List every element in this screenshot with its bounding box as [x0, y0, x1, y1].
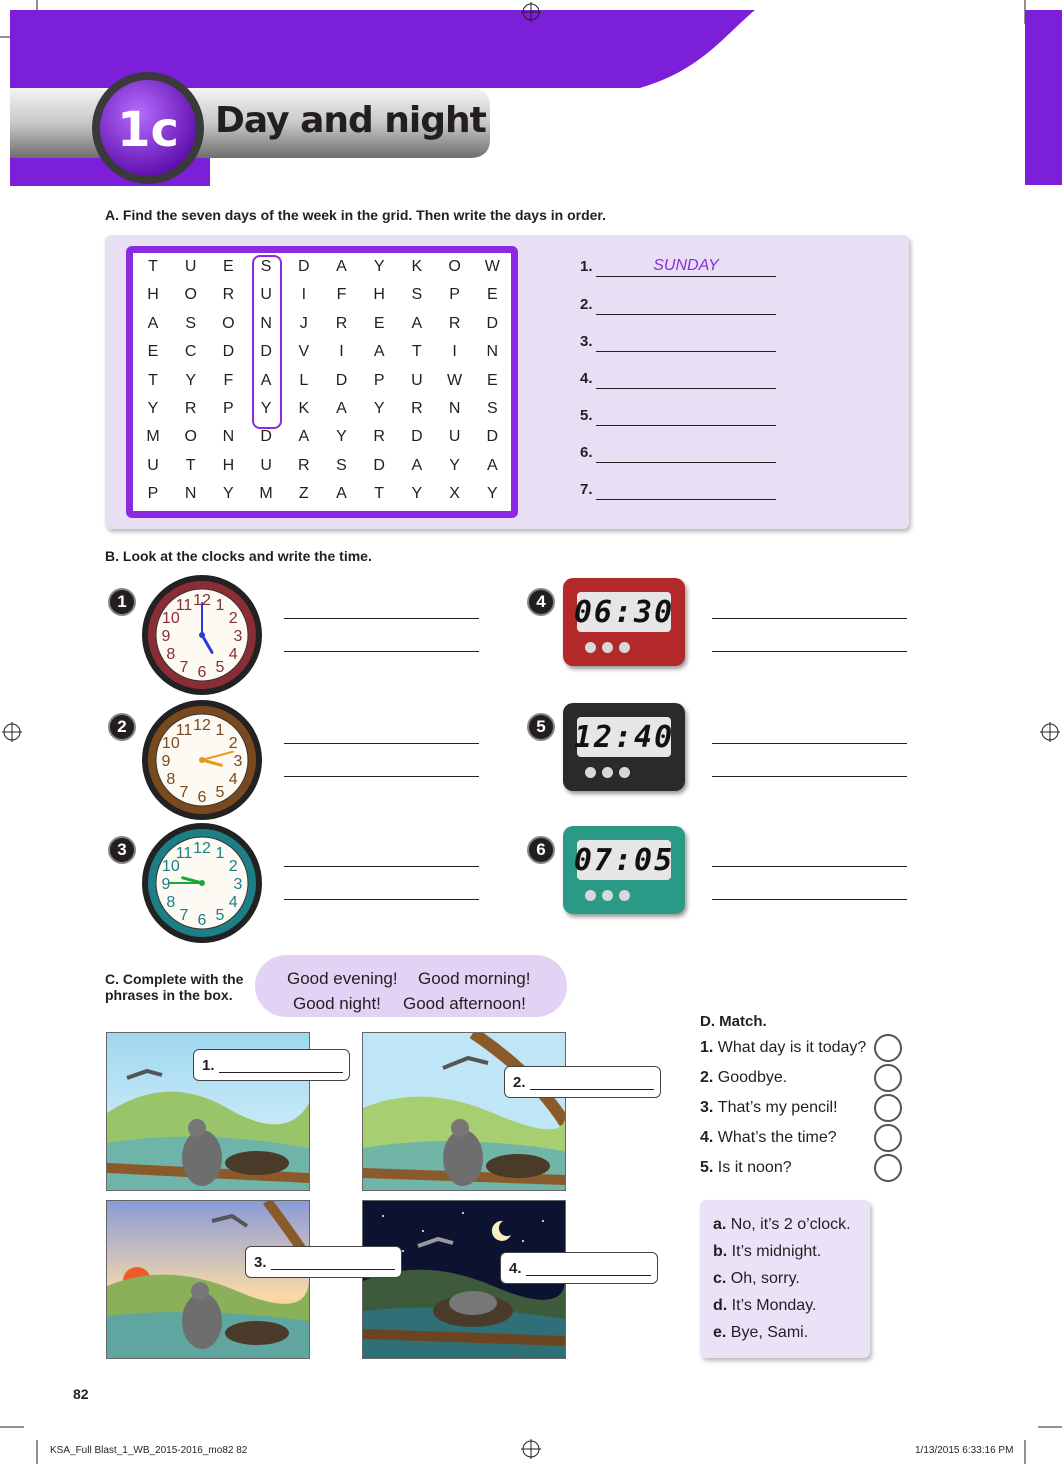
grid-letter: U: [260, 286, 272, 304]
phrase-good-afternoon: Good afternoon!: [403, 994, 526, 1013]
speech-bubble-1[interactable]: [193, 1049, 350, 1081]
grid-letter: V: [298, 343, 310, 361]
answer-line[interactable]: [596, 314, 776, 315]
grid-letter: R: [448, 314, 461, 332]
clock-numeral: 6: [197, 789, 207, 806]
grid-letter: M: [146, 428, 160, 446]
grid-letter: U: [411, 371, 423, 389]
picture-afternoon: [362, 1032, 566, 1191]
option-text: It’s Monday.: [731, 1297, 817, 1314]
grid-letter: I: [301, 286, 307, 304]
option-letter: e.: [713, 1324, 731, 1341]
grid-letter: P: [223, 400, 234, 417]
clock-numeral: 8: [166, 771, 176, 788]
grid-letter: H: [147, 286, 159, 304]
grid-letter: Y: [223, 485, 234, 503]
grid-letter: N: [448, 400, 461, 417]
question-number: 4.: [700, 1129, 718, 1146]
match-option: [713, 1270, 800, 1288]
grid-letter: K: [298, 400, 310, 417]
grid-letter: D: [411, 428, 423, 446]
analog-clock: [140, 698, 264, 822]
grid-letter: W: [484, 258, 500, 275]
answer-line[interactable]: [596, 462, 776, 463]
clock-numeral: 9: [161, 628, 171, 645]
grid-letter: D: [222, 343, 235, 361]
phrase-good-night: Good night!: [293, 994, 381, 1013]
grid-letter: E: [147, 343, 159, 361]
option-text: It’s midnight.: [731, 1243, 822, 1260]
clock-numeral: 4: [228, 771, 238, 788]
digital-clock-display: 06:30: [573, 594, 675, 630]
answer-circle[interactable]: [874, 1154, 902, 1182]
clock-number-badge: 5: [527, 713, 555, 741]
answer-line[interactable]: [596, 499, 776, 500]
clock-number-badge: 3: [108, 836, 136, 864]
grid-letter: N: [222, 428, 235, 446]
time-answer-line[interactable]: [284, 866, 479, 867]
grid-letter: A: [486, 456, 498, 474]
phrase-good-evening: Good evening!: [287, 969, 398, 988]
phrase-good-morning: Good morning!: [418, 969, 531, 988]
clock-numeral: 3: [233, 876, 243, 893]
clock-numeral: 7: [179, 659, 189, 677]
grid-letter: R: [373, 428, 385, 446]
clock-numeral: 8: [166, 646, 176, 663]
grid-letter: S: [336, 456, 347, 474]
clock-number-badge: 1: [108, 588, 136, 616]
grid-letter: I: [452, 343, 457, 361]
clock-numeral: 10: [161, 735, 180, 752]
time-answer-line[interactable]: [712, 866, 907, 867]
speech-bubble-3[interactable]: [245, 1246, 402, 1278]
match-question: [700, 1069, 787, 1087]
clock-button: [602, 642, 613, 653]
grid-letter: E: [486, 286, 498, 304]
answer-number: 4.: [580, 370, 593, 387]
time-answer-line[interactable]: [712, 618, 907, 619]
question-text: Is it noon?: [717, 1159, 792, 1176]
bubble-number: 3.: [254, 1253, 267, 1271]
grid-letter: U: [448, 428, 461, 446]
grid-letter: T: [148, 258, 158, 275]
clock-button: [602, 767, 613, 778]
digital-clock-screen: [573, 840, 675, 880]
question-number: 1.: [700, 1039, 718, 1056]
clock-numeral: 12: [193, 592, 211, 609]
match-option: [713, 1216, 851, 1234]
section-c-instruction-2: phrases in the box.: [105, 987, 233, 1003]
clock-numeral: 8: [166, 894, 176, 911]
clock-numeral: 10: [161, 610, 180, 627]
grid-letter: A: [147, 314, 159, 332]
grid-letter: N: [184, 485, 197, 503]
grid-letter: D: [486, 314, 499, 332]
grid-letter: Y: [411, 485, 423, 503]
clock-numeral: 1: [215, 596, 225, 614]
grid-letter: N: [260, 314, 272, 332]
clock-numeral: 12: [193, 717, 211, 734]
clock-numeral: 5: [215, 659, 225, 677]
grid-letter: A: [336, 400, 347, 417]
option-letter: c.: [713, 1270, 731, 1287]
grid-letter: C: [184, 343, 197, 361]
clock-numeral: 10: [161, 858, 180, 875]
option-letter: b.: [713, 1243, 732, 1260]
grid-letter: T: [374, 485, 385, 503]
answer-number: 2.: [580, 296, 593, 313]
clock-numeral: 5: [215, 784, 225, 802]
grid-letter: S: [185, 314, 197, 332]
grid-letter: H: [373, 286, 385, 304]
section-d-title: D. Match.: [700, 1013, 767, 1030]
grid-letter: I: [339, 343, 344, 361]
time-answer-line[interactable]: [284, 618, 479, 619]
grid-letter: O: [184, 428, 197, 446]
digital-clock: [563, 578, 685, 666]
grid-letter: T: [148, 371, 158, 389]
grid-letter: X: [449, 485, 460, 503]
grid-letter: F: [223, 371, 234, 389]
question-number: 2.: [700, 1069, 718, 1086]
clock-number-badge: 2: [108, 713, 136, 741]
picture-evening: [106, 1200, 310, 1359]
clock-numeral: 2: [228, 610, 238, 627]
digital-clock-screen: [573, 717, 675, 757]
question-text: What’s the time?: [717, 1129, 837, 1146]
answer-line[interactable]: [596, 276, 776, 277]
option-text: Bye, Sami.: [730, 1324, 809, 1341]
grid-letter: R: [298, 456, 310, 474]
clock-number-badge: 6: [527, 836, 555, 864]
grid-letter: D: [335, 371, 348, 389]
grid-letter: L: [299, 371, 309, 389]
grid-letter: S: [486, 400, 498, 417]
bubble-number: 2.: [513, 1073, 526, 1091]
grid-letter: A: [411, 314, 423, 332]
clock-button: [585, 642, 596, 653]
option-letter: a.: [713, 1216, 731, 1233]
grid-letter: Y: [373, 400, 385, 417]
clock-numeral: 2: [228, 735, 238, 752]
answer-number: 7.: [580, 481, 593, 498]
speech-bubble-4[interactable]: [500, 1252, 658, 1284]
option-letter: d.: [713, 1297, 732, 1314]
clock-number-badge: 4: [527, 588, 555, 616]
grid-letter: Z: [298, 485, 309, 503]
clock-numeral: 11: [175, 596, 193, 614]
grid-letter: R: [184, 400, 197, 417]
grid-letter: Y: [185, 371, 197, 389]
footer-timestamp: 1/13/2015 6:33:16 PM: [915, 1445, 1014, 1456]
grid-letter: N: [486, 343, 499, 361]
unit-title: Day and night: [215, 100, 486, 141]
match-option: [713, 1243, 821, 1261]
clock-numeral: 1: [215, 721, 225, 739]
answer-line[interactable]: [596, 425, 776, 426]
time-answer-line[interactable]: [284, 899, 479, 900]
clock-button: [619, 642, 630, 653]
clock-numeral: 11: [175, 844, 193, 862]
answer-circle[interactable]: [874, 1064, 902, 1092]
grid-letter: T: [185, 456, 196, 474]
clock-numeral: 5: [215, 907, 225, 925]
bubble-number: 1.: [202, 1056, 215, 1074]
bubble-blank[interactable]: [526, 1261, 651, 1276]
answer-line[interactable]: [596, 388, 776, 389]
grid-letter: D: [373, 456, 385, 474]
grid-letter: Y: [449, 456, 460, 474]
answer-number: 3.: [580, 333, 593, 350]
question-number: 3.: [700, 1099, 718, 1116]
time-answer-line[interactable]: [284, 776, 479, 777]
grid-letter: A: [373, 343, 385, 361]
clock-button: [619, 767, 630, 778]
answer-circle[interactable]: [874, 1034, 902, 1062]
question-number: 5.: [700, 1159, 718, 1176]
clock-numeral: 11: [175, 721, 193, 739]
grid-letter: K: [411, 258, 423, 275]
bubble-blank[interactable]: [530, 1075, 654, 1090]
clock-numeral: 6: [197, 664, 207, 681]
digital-clock-display: 12:40: [573, 719, 675, 755]
grid-letter: Y: [260, 400, 272, 417]
grid-letter: A: [411, 456, 423, 474]
clock-button: [619, 890, 630, 901]
section-a-instruction: A. Find the seven days of the week in the grid. Then write the days in order.: [105, 207, 606, 223]
match-option: [713, 1324, 808, 1342]
grid-letter: M: [259, 485, 273, 503]
digital-clock-display: 07:05: [573, 842, 675, 878]
grid-letter: U: [260, 456, 272, 474]
analog-clock: [140, 821, 264, 945]
grid-letter: A: [260, 371, 272, 389]
digital-clock-screen: [573, 592, 675, 632]
clock-button: [585, 890, 596, 901]
clock-numeral: 7: [179, 784, 189, 802]
section-b-instruction: B. Look at the clocks and write the time.: [105, 548, 372, 564]
option-text: Oh, sorry.: [730, 1270, 800, 1287]
time-answer-line[interactable]: [712, 651, 907, 652]
clock-button: [585, 767, 596, 778]
time-answer-line[interactable]: [712, 899, 907, 900]
clock-button: [602, 890, 613, 901]
grid-letter: E: [223, 258, 234, 275]
page-number: 82: [73, 1386, 89, 1402]
answer-line[interactable]: [596, 351, 776, 352]
unit-number: 1c: [117, 102, 179, 158]
answer-number: 5.: [580, 407, 593, 424]
match-question: [700, 1159, 792, 1177]
time-answer-line[interactable]: [712, 743, 907, 744]
grid-letter: T: [412, 343, 422, 361]
clock-numeral: 9: [161, 753, 171, 770]
grid-letter: D: [486, 428, 499, 446]
match-question: [700, 1129, 837, 1147]
grid-letter: S: [411, 286, 423, 304]
speech-bubble-2[interactable]: [504, 1066, 661, 1098]
bubble-blank[interactable]: [219, 1058, 343, 1073]
clock-numeral: 3: [233, 753, 243, 770]
grid-letter: U: [147, 456, 159, 474]
grid-letter: D: [298, 258, 310, 275]
grid-letter: S: [260, 258, 272, 275]
grid-letter: E: [373, 314, 385, 332]
grid-letter: P: [147, 485, 159, 503]
grid-letter: Y: [373, 258, 385, 275]
question-text: What day is it today?: [717, 1039, 867, 1056]
grid-letter: A: [336, 485, 347, 503]
grid-letter: R: [222, 286, 235, 304]
grid-letter: H: [222, 456, 235, 474]
clock-numeral: 4: [228, 894, 238, 911]
clock-numeral: 1: [215, 844, 225, 862]
answer-value: SUNDAY: [653, 257, 719, 274]
grid-letter: Y: [336, 428, 347, 446]
grid-letter: J: [299, 314, 308, 332]
clock-numeral: 12: [193, 840, 211, 857]
grid-letter: Y: [486, 485, 498, 503]
answer-circle[interactable]: [874, 1094, 902, 1122]
bubble-blank[interactable]: [271, 1255, 395, 1270]
analog-clock: [140, 573, 264, 697]
grid-letter: O: [448, 258, 461, 275]
clock-numeral: 9: [161, 876, 171, 893]
clock-numeral: 7: [179, 907, 189, 925]
grid-letter: Y: [147, 400, 159, 417]
match-question: [700, 1039, 866, 1057]
answer-number: 6.: [580, 444, 593, 461]
grid-letter: R: [411, 400, 423, 417]
section-c-instruction-1: C. Complete with the: [105, 971, 244, 987]
digital-clock: [563, 826, 685, 914]
grid-letter: P: [373, 371, 385, 389]
grid-letter: D: [260, 343, 272, 361]
option-text: No, it’s 2 o’clock.: [730, 1216, 851, 1233]
grid-letter: D: [260, 428, 272, 446]
grid-letter: A: [336, 258, 347, 275]
time-answer-line[interactable]: [284, 651, 479, 652]
footer-file: KSA_Full Blast_1_WB_2015-2016_mo82 82: [50, 1445, 248, 1456]
clock-numeral: 4: [228, 646, 238, 663]
time-answer-line[interactable]: [712, 776, 907, 777]
clock-numeral: 2: [228, 858, 238, 875]
grid-letter: U: [184, 258, 197, 275]
digital-clock: [563, 703, 685, 791]
grid-letter: A: [298, 428, 310, 446]
answer-number: 1.: [580, 258, 593, 275]
grid-letter: O: [222, 314, 235, 332]
clock-numeral: 3: [233, 628, 243, 645]
grid-letter: P: [449, 286, 460, 304]
match-option: [713, 1297, 816, 1315]
time-answer-line[interactable]: [284, 743, 479, 744]
grid-letter: F: [336, 286, 347, 304]
grid-letter: R: [335, 314, 348, 332]
grid-letter: O: [184, 286, 197, 304]
question-text: Goodbye.: [717, 1069, 788, 1086]
clock-numeral: 6: [197, 912, 207, 929]
match-question: [700, 1099, 838, 1117]
question-text: That’s my pencil!: [717, 1099, 838, 1116]
bubble-number: 4.: [509, 1259, 522, 1277]
grid-letter: E: [486, 371, 498, 389]
grid-letter: W: [447, 371, 463, 389]
answer-circle[interactable]: [874, 1124, 902, 1152]
